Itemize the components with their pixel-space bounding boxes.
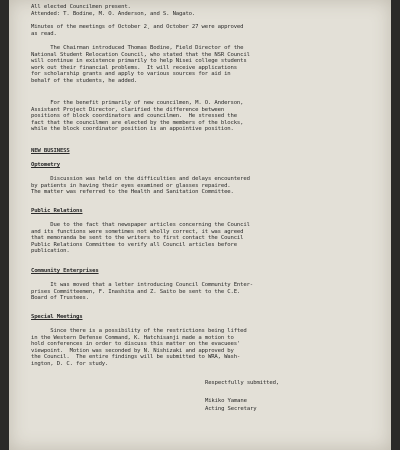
paragraph-line: fact that the councilmen are elected by the members of the blocks, xyxy=(31,119,244,126)
benefit-paragraph xyxy=(31,100,331,133)
opening-line: Attended: T. Bodine, M. O. Anderson, and S. Nagato. xyxy=(31,10,196,17)
signature-title: Acting Secretary xyxy=(205,406,257,412)
optometry-paragraph xyxy=(31,176,331,196)
paragraph-line: Minutes of the meetings of October 2¸ and October 27 were approved xyxy=(31,24,244,30)
paragraph-line: The matter was referred to the Health and Sanitation Committee. xyxy=(31,189,234,196)
paragraph-line: Discussion was held on the difficulties and delays encountered xyxy=(31,176,250,182)
chairman-paragraph xyxy=(31,45,331,85)
paragraph-line: Public Relations Committee to verify all Council articles before xyxy=(31,241,237,248)
community-enterprises-heading: Community Enterprises xyxy=(31,268,99,274)
paragraph-line: and its functions were sometimes not wholly correct, it was agreed xyxy=(31,228,244,235)
paragraph-line: ington, D. C. for study. xyxy=(31,360,109,367)
paragraph-line: For the benefit primarily of new councilmen, M. O. Anderson, xyxy=(31,100,244,106)
signature-closing: Respectfully submitted, xyxy=(205,380,280,386)
document-page xyxy=(9,0,391,450)
paragraph-line: National Student Relocation Council, who stated that the NSR Council xyxy=(31,51,250,58)
paragraph-line: that memoranda be sent to the writers to first contact the Council xyxy=(31,235,244,242)
paragraph-line: The Chairman introduced Thomas Bodine, Field Director of the xyxy=(31,45,244,51)
paragraph-line: prises Committeemen, F. Inashita and Z. Saito be sent to the C.E. xyxy=(31,288,241,295)
paragraph-line: the Council. The entire findings will be submitted to WRA, Wash- xyxy=(31,354,241,361)
paragraph-line: in the Western Defense Command, K. Hatchisanji made a motion to xyxy=(31,334,234,341)
optometry-heading: Optometry xyxy=(31,162,60,168)
opening-text xyxy=(31,4,331,17)
paragraph-line: It was moved that a letter introducing Council Community Enter- xyxy=(31,282,254,288)
special-meetings-heading: Special Meetings xyxy=(31,314,83,320)
minutes-paragraph xyxy=(31,24,331,37)
new-business-heading: NEW BUSINESS xyxy=(31,148,70,154)
paragraph-line: Board of Trustees. xyxy=(31,295,89,302)
paragraph-line: Due to the fact that newspaper articles concerning the Council xyxy=(31,222,250,228)
paragraph-line: for scholarship grants and apply to various sources for aid in xyxy=(31,71,231,78)
paragraph-line: publication. xyxy=(31,248,70,255)
paragraph-line: by patients in having their eyes examined or glasses repaired. xyxy=(31,182,231,189)
paragraph-line: will continue in existence primarily to help Nisei college students xyxy=(31,58,247,65)
public-relations-heading: Public Relations xyxy=(31,208,83,214)
paragraph-line: Assistant Project Director, clarified the difference between xyxy=(31,106,225,113)
paragraph-line: behalf of the students, he added. xyxy=(31,77,138,84)
special-meetings-paragraph xyxy=(31,328,331,368)
paragraph-line: hold conferences in order to discuss this matter on the evacuees' xyxy=(31,341,241,348)
paragraph-line: viewpoint. Motion was seconded by N. Nishizaki and approved by xyxy=(31,347,234,354)
signature-name: Mikiko Yamane xyxy=(205,398,247,404)
paragraph-line: as read. xyxy=(31,30,57,37)
paragraph-line: while the block coordinator position is an appointive position. xyxy=(31,126,234,133)
public-relations-paragraph xyxy=(31,222,331,255)
paragraph-line: positions of block coordinators and councilmen. He stressed the xyxy=(31,113,237,120)
opening-line: All elected Councilmen present. xyxy=(31,4,131,10)
paragraph-line: Since there is a possibility of the restrictions being lifted xyxy=(31,328,247,334)
community-enterprises-paragraph xyxy=(31,282,331,302)
paragraph-line: work out their financial problems. It will receive applications xyxy=(31,64,237,71)
